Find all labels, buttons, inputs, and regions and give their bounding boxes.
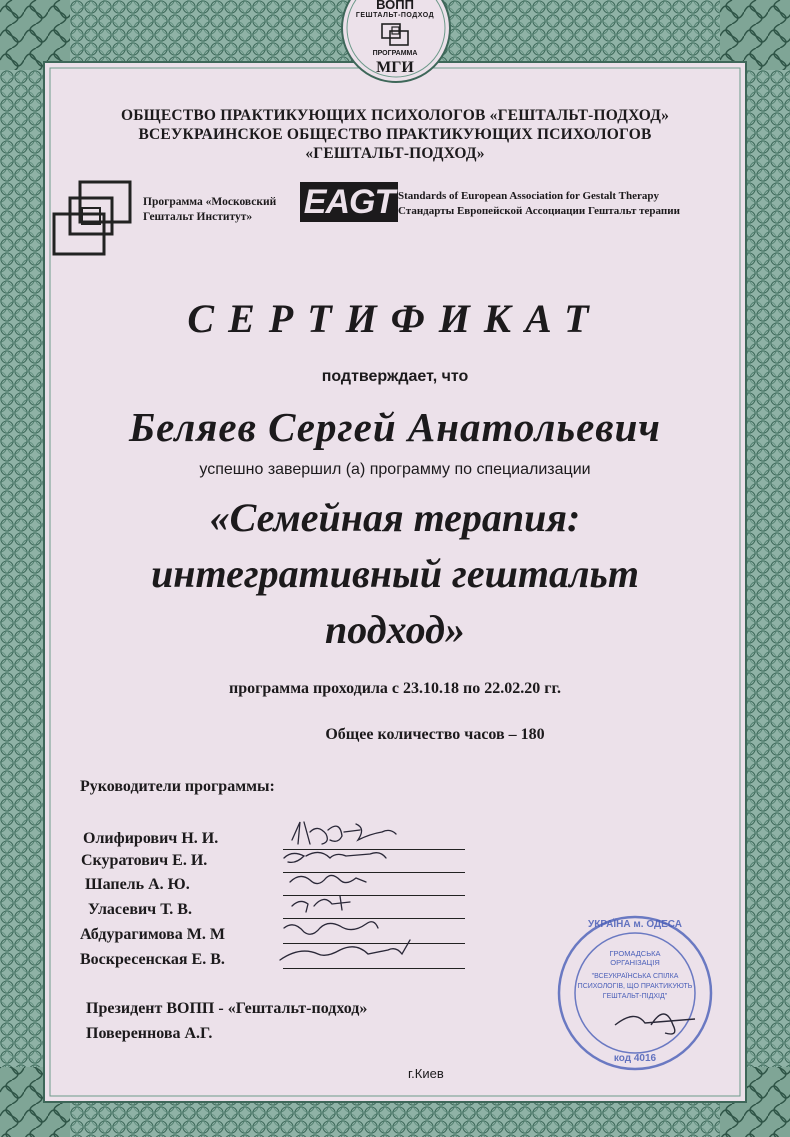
city: г.Киев <box>408 1066 444 1081</box>
stamp-outer-top: УКРАЇНА м. ОДЕСА <box>588 919 682 930</box>
recipient-name: Беляев Сергей Анатольевич <box>129 404 661 450</box>
seal-top-line2: ГЕШТАЛЬТ-ПОДХОД <box>355 12 435 19</box>
total-hours: Общее количество часов – 180 <box>325 726 545 743</box>
eagt-line2: Стандарты Европейской Ассоциации Гештальт терапии <box>398 205 680 217</box>
stamp-inner3: "ВСЕУКРАЇНСЬКА СПІЛКА <box>591 973 679 980</box>
mgi-program-line2: Гештальт Институт» <box>143 211 253 223</box>
eagt-logo: EAGT <box>300 182 398 222</box>
program-period: программа проходила с 23.10.18 по 22.02.20 гг. <box>229 680 561 697</box>
header-line2: ВСЕУКРАИНСКОЕ ОБЩЕСТВО ПРАКТИКУЮЩИХ ПСИХОЛОГОВ <box>138 126 652 143</box>
specialization-line3: подход» <box>325 607 465 652</box>
header-line1: ОБЩЕСТВО ПРАКТИКУЮЩИХ ПСИХОЛОГОВ «ГЕШТАЛЬТ-ПОДХОД» <box>120 107 670 124</box>
mgi-logo-icon <box>52 180 134 260</box>
eagt-line1: Standards of European Association for Gestalt Therapy <box>398 190 659 202</box>
stamp-inner4: ПСИХОЛОГІВ, ЩО ПРАКТИКУЮТЬ <box>577 983 693 990</box>
confirms-text: подтверждает, что <box>321 368 469 385</box>
stamp-inner1: ГРОМАДСЬКА <box>609 949 661 958</box>
header-line3: «ГЕШТАЛЬТ-ПОДХОД» <box>305 145 485 162</box>
president-title: Президент ВОПП - «Гештальт-подход» <box>86 1000 368 1017</box>
leader-name: Олифирович Н. И. <box>83 830 219 847</box>
organization-stamp <box>555 913 715 1073</box>
leader-name: Уласевич Т. В. <box>88 901 192 918</box>
president-name: Повереннова А.Г. <box>86 1025 213 1042</box>
handwritten-signatures <box>270 810 470 990</box>
leader-name: Абдурагимова М. М <box>80 926 225 943</box>
leader-name: Скуратович Е. И. <box>81 852 208 869</box>
stamp-inner2: ОРГАНІЗАЦІЯ <box>610 958 660 967</box>
seal-top-line3: ПРОГРАММА <box>372 50 418 57</box>
certificate-title: СЕРТИФИКАТ <box>187 296 603 341</box>
seal-top-line1: ВОПП <box>376 0 414 12</box>
seal-top-line4: МГИ <box>376 59 414 76</box>
specialization-line1: «Семейная терапия: <box>209 495 581 540</box>
leader-name: Воскресенская Е. В. <box>80 951 225 968</box>
stamp-outer-bottom: код 4016 <box>613 1053 657 1064</box>
stamp-inner5: ГЕШТАЛЬТ-ПІДХІД" <box>602 993 668 1000</box>
specialization-line2: интегративный гештальт <box>151 551 639 596</box>
leader-name: Шапель А. Ю. <box>85 876 190 893</box>
leaders-heading: Руководители программы: <box>80 778 275 795</box>
completed-text: успешно завершил (а) программу по специализации <box>199 461 591 478</box>
mgi-program-line1: Программа «Московский <box>143 196 277 208</box>
seal-top-squares-icon <box>380 22 412 48</box>
